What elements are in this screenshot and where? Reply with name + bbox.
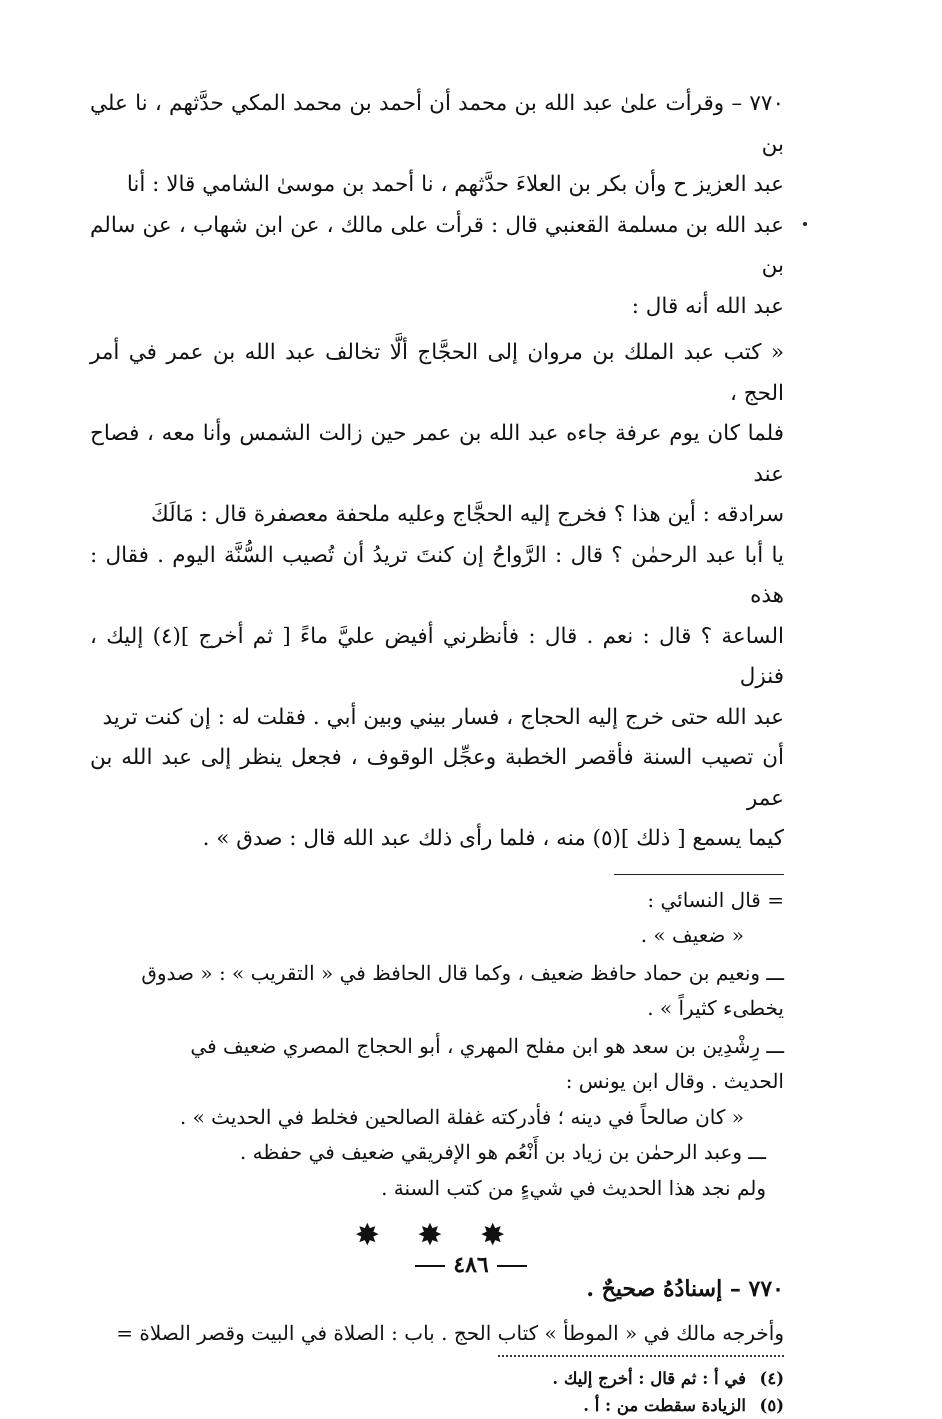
- footnote: [90, 1365, 784, 1392]
- hadith-text: [90, 84, 784, 860]
- note-line: « ضعيف » .: [640, 923, 744, 947]
- page-number-dash: [415, 1265, 445, 1267]
- margin-mark: [803, 222, 807, 226]
- footnotes: [90, 1365, 784, 1419]
- matn-line: الساعة ؟ قال : نعم . قال : فأنظرني أفيض عليَّ ماءً [ ثم أخرج ](٤) إليك ، فنزل: [90, 623, 784, 689]
- isnad-line: ٧٧٠ – وقرأت علىٰ عبد الله بن محمد أن أحمد بن محمد المكي حدَّثهم ، نا علي بن: [90, 91, 784, 157]
- hadith-matn: [90, 333, 784, 860]
- isnad-line: عبد الله أنه قال :: [631, 293, 784, 319]
- notes-separator: [614, 874, 784, 875]
- note-line: ـــ وعبد الرحمٰن بن زياد بن أَنْعُم هو الإفريقي ضعيف في حفظه .: [239, 1140, 766, 1164]
- matn-line: أن تصيب السنة فأقصر الخطبة وعجِّل الوقوف ، فجعل ينظر إلى عبد الله بن عمر: [90, 745, 784, 811]
- footnote-separator: [498, 1355, 784, 1357]
- footnote-text: في أ : ثم قال : أخرج إليك .: [552, 1369, 746, 1388]
- matn-line: « كتب عبد الملك بن مروان إلى الحجَّاج ألَّا تخالف عبد الله بن عمر في أمر الحج ،: [90, 340, 784, 406]
- note-line: « كان صالحاً في دينه ؛ فأدركته غفلة الصالحين فخلط في الحديث » .: [179, 1104, 744, 1129]
- hadith-isnad: [90, 84, 784, 327]
- footnote-text: الزيادة سقطت من : أ .: [583, 1396, 746, 1415]
- commentary-notes: [90, 883, 784, 1207]
- isnad-line: عبد العزيز ح وأن بكر بن العلاءَ حدَّثهم ، نا أحمد بن موسىٰ الشامي قالا : أنا: [126, 172, 784, 197]
- isnad-line: عبد الله بن مسلمة القعنبي قال : قرأت على مالك ، عن ابن شهاب ، عن سالم بن: [90, 212, 784, 278]
- matn-line: كيما يسمع [ ذلك ](٥) منه ، فلما رأى ذلك عبد الله قال : صدق » .: [202, 826, 784, 851]
- note-line: ـــ رِشْدِين بن سعد هو ابن مفلح المهري ، أبو الحجاج المصري ضعيف في الحديث . وقال ابن يونس :: [190, 1033, 784, 1093]
- page-number: [0, 1252, 942, 1278]
- matn-line: سرادقه : أين هذا ؟ فخرج إليه الحجَّاج وعليه ملحفة معصفرة قال : مَالَكَ: [150, 502, 784, 527]
- note-line: ـــ ونعيم بن حماد حافظ ضعيف ، وكما قال الحافظ في « التقريب » : « صدوق يخطىء كثيراً » .: [141, 960, 784, 1020]
- matn-line: عبد الله حتى خرج إليه الحجاج ، فسار بيني وبين أبي . فقلت له : إن كنت تريد: [102, 704, 784, 730]
- footnote-number: (٤): [759, 1369, 784, 1388]
- page-body: [90, 84, 784, 1419]
- grading-heading: ٧٧٠ – إسنادُهُ صحيحٌ .: [586, 1276, 784, 1302]
- footnote-number: (٥): [759, 1396, 784, 1415]
- takhrij-text: [90, 1315, 784, 1351]
- footnote: [90, 1392, 784, 1419]
- page-number-dash: [497, 1265, 527, 1267]
- matn-line: فلما كان يوم عرفة جاءه عبد الله بن عمر حين زالت الشمس وأنا معه ، فصاح عند: [90, 421, 784, 487]
- page-number-text: ٤٨٦: [453, 1252, 489, 1278]
- takhrij-line: وأخرجه مالك في « الموطأ » كتاب الحج . باب : الصلاة في البيت وقصر الصلاة =: [116, 1321, 784, 1345]
- note-line: ولم نجد هذا الحديث في شيءٍ من كتب السنة .: [381, 1175, 766, 1200]
- note-line: = قال النسائي :: [647, 887, 784, 912]
- section-divider-stars: ✸ ✸ ✸: [354, 1218, 520, 1253]
- matn-line: يا أبا عبد الرحمٰن ؟ قال : الرَّواحُ إن كنتَ تريدُ أن تُصيب السُّنَّة اليوم . فقال : هذه: [90, 542, 784, 608]
